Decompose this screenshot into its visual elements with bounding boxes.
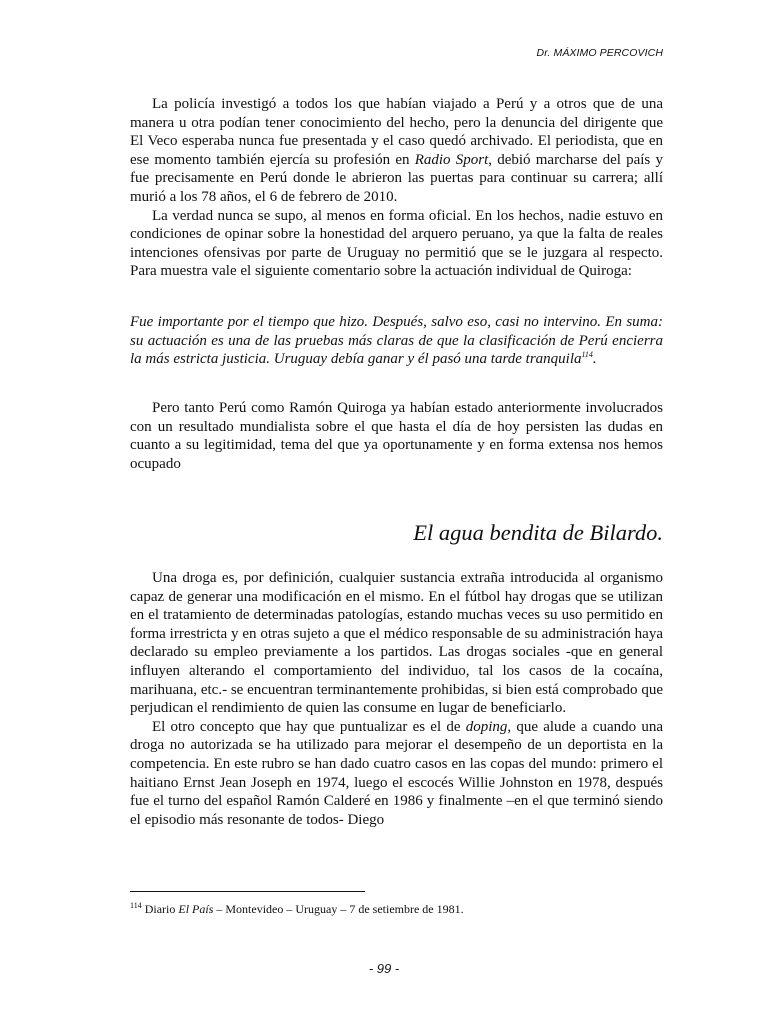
italic-term-doping: doping bbox=[465, 718, 508, 735]
footnote-text: Diario bbox=[141, 902, 179, 916]
paragraph-text: La policía investigó a todos los que habían viajado a Perú y a otros que de una manera u otra podían tener conocimiento del hecho, pero la denuncia del dirigente que El Veco esperaba nunca fue presentada y el caso quedó archivado. El periodista, que en ese momento también ejercía su profesión en bbox=[130, 96, 663, 168]
footnote bbox=[130, 902, 464, 916]
footnote-number: 114 bbox=[130, 901, 142, 910]
paragraph: La verdad nunca se supo, al menos en forma oficial. En los hechos, nadie estuvo en condiciones de opinar sobre la honestidad del arquero peruano, ya que la falta de reales intenciones ofensivas por parte de Uruguay no permitió que se le juzgara al respecto. Para muestra vale el siguiente comentario sobre la actuación individual de Quiroga: bbox=[130, 207, 663, 280]
footnote-text: – Montevideo – Uruguay – 7 de setiembre de 1981. bbox=[213, 902, 464, 916]
footnote-divider bbox=[130, 891, 365, 892]
quote-text: Fue importante por el tiempo que hizo. Después, salvo eso, casi no intervino. En suma: su actuación es una de las pruebas más claras de que la clasificación de Perú encierra la más estricta justicia. Uruguay debía ganar y él pasó una tarde tranquila bbox=[130, 314, 663, 368]
italic-term-radio-sport: Radio Sport bbox=[414, 151, 489, 168]
paragraph: Una droga es, por definición, cualquier sustancia extraña introducida al organismo capaz de generar una modificación en el mismo. En el fútbol hay drogas que se utilizan en el tratamiento de determinadas patologías, estando muchas veces su uso permitido en forma irrestricta y en otras sujeto a que el médico responsable de su administración haya declarado su empleo previamente a los partidos. Las drogas sociales -que en general influyen alterando el comportamiento del individuo, tal los casos de la cocaína, marihuana, etc.- se encuentran terminantemente prohibidas, si bien está comprobado que perjudican el rendimiento de quien las consume en lugar de beneficiarlo. bbox=[130, 570, 663, 717]
paragraph bbox=[130, 95, 663, 207]
footnote-source-title: El País bbox=[178, 902, 214, 916]
quote-end: . bbox=[592, 351, 597, 368]
section-heading: El agua bendita de Bilardo. bbox=[413, 520, 663, 545]
paragraph-text: , que alude a cuando una droga no autorizada se ha utilizado para mejorar el desempeño de un deportista en la competencia. En este rubro se han dado cuatro casos en las copas del mundo: primero el haitiano Ernst Jean Joseph en 1974, luego el escocés Willie Johnston en 1978, después fue el turno del español Ramón Calderé en 1986 y finalmente –en el que terminó siendo el episodio más resonante de todos- Diego bbox=[130, 718, 663, 828]
paragraph: Pero tanto Perú como Ramón Quiroga ya habían estado anteriormente involucrados con un resultado mundialista sobre el que hasta el día de hoy persisten las dudas en cuanto a su legitimidad, tema del que ya oportunamente y en forma extensa nos hemos ocupado bbox=[130, 400, 663, 472]
paragraph bbox=[130, 718, 663, 830]
running-header: Dr. MÁXIMO PERCOVICH bbox=[536, 47, 663, 59]
block-quote bbox=[130, 313, 663, 369]
body-section-1 bbox=[130, 95, 663, 281]
body-section-2 bbox=[130, 399, 663, 473]
footnote-reference: 114 bbox=[581, 350, 593, 360]
body-section-3 bbox=[130, 569, 663, 829]
page-number: - 99 - bbox=[368, 961, 400, 976]
paragraph-text: El otro concepto que hay que puntualizar es el de bbox=[152, 718, 466, 735]
paragraph-text: , debió marcharse del país y fue precisamente en Perú donde le abrieron las puertas para continuar su carrera; allí murió a los 78 años, el 6 de febrero de 2010. bbox=[130, 151, 663, 205]
